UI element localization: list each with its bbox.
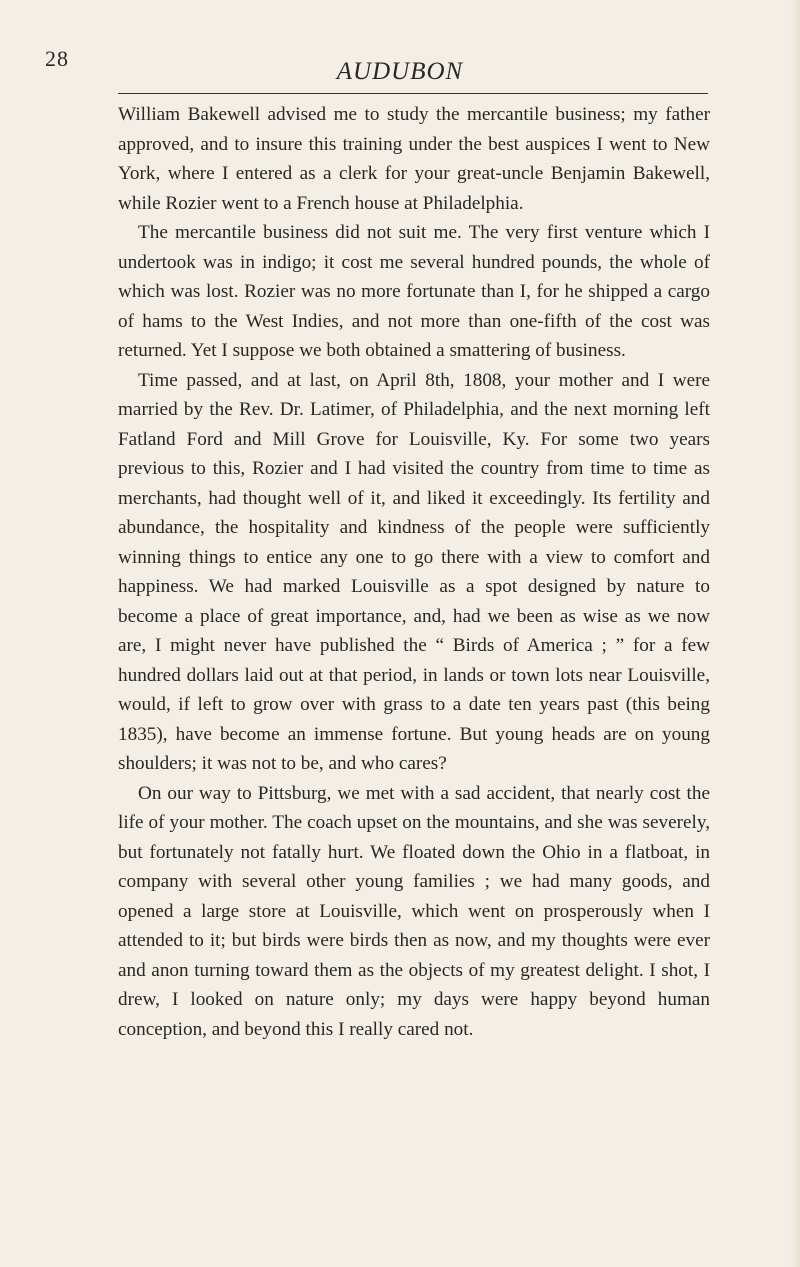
- body-text: [118, 100, 710, 1044]
- running-head: AUDUBON: [336, 58, 464, 85]
- paragraph-1: William Bakewell advised me to study the mercantile business; my father approved, and to insure this training under the best auspices I went to New York, where I entered as a clerk for your great-uncle Benjamin Bakewell, while Rozier went to a French house at Philadelphia.: [118, 104, 710, 214]
- paragraph-2: The mercantile business did not suit me. The very first venture which I undertook was in indigo; it cost me several hundred pounds, the whole of which was lost. Rozier was no more fortunate than I, for he shipped a cargo of hams to the West Indies, and not more than one-fifth of the cost was returned. Yet I suppose we both obtained a smattering of business.: [118, 222, 710, 361]
- page-edge: [790, 0, 800, 1267]
- page-number: 28: [45, 46, 69, 71]
- header-rule: [118, 93, 708, 94]
- paragraph-3: Time passed, and at last, on April 8th, 1808, your mother and I were married by the Rev. Dr. Latimer, of Philadelphia, and the next morning left Fatland Ford and Mill Grove for Louisville, Ky. For some two years previous to this, Rozier and I had visited the country from time to time as merchants, had thought well of it, and liked it exceedingly. Its fertility and abundance, the hospitality and kindness of the people were sufficiently winning things to entice any one to go there with a view to comfort and happiness. We had marked Louisville as a spot designed by nature to become a place of great importance, and, had we been as wise as we now are, I might never have published the “ Birds of America ; ” for a few hundred dollars laid out at that period, in lands or town lots near Louisville, would, if left to grow over with grass to a date ten years past (this being 1835), have become an immense fortune. But young heads are on young shoulders; it was not to be, and who cares?: [118, 369, 710, 774]
- paragraph-4: On our way to Pittsburg, we met with a sad accident, that nearly cost the life of your mother. The coach upset on the mountains, and she was severely, but fortunately not fatally hurt. We floated down the Ohio in a flatboat, in company with several other young families ; we had many goods, and opened a large store at Louisville, which went on prosperously when I attended to it; but birds were birds then as now, and my thoughts were ever and anon turning toward them as the objects of my greatest delight. I shot, I drew, I looked on nature only; my days were happy beyond human conception, and beyond this I really cared not.: [118, 782, 710, 1040]
